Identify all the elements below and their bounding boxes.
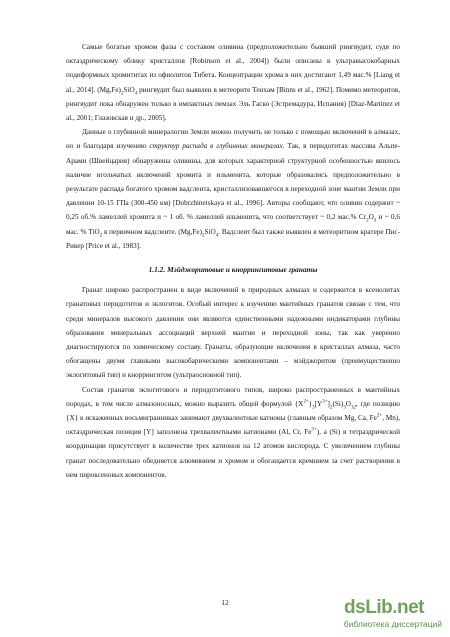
text-segment: } [308,399,313,408]
text-segment: , Mn), октаэдрическая позиция [Y] заполнена трехвалентными катионами (Al, Cr, Fe [66,414,400,437]
text-segment: и ~ 0,6 мас. % TiO [66,213,400,236]
document-body [66,40,400,482]
text-segment: итовые гранаты [261,265,318,275]
text-segment: Гранат широко распространен в виде включений в природных алмазах и содержится в ксенолитах гранатовых перидотитов и эклогитов. Особый интерес к изучению мантийных гранатов связан с тем, что среди минералов высокого давления они являются единственными надежными индикаторами глубины образования минеральных ассоциаций верхней мантии и переходной зоны, так как уверенно диагностируются по химическому составу. Гранаты, образующие включения в кристаллах алмаза, часто обогащены двумя главными высокобарическими компонентами – мэйджоритом (преимущественно эклогитовый тип) и кноррингитом (ультраосновной тип). [66,286,400,380]
watermark-logo-tld: net [397,597,424,618]
text-segment: . Так, в перидотитах массива Альпе-Арами (Швейцария) обнаружены оливины, для которых характерной структурной особенностью явилось наличие игольчатых включений хромита и ильменита, которые образовались предположительно в результате распада богатого хромом вадслеита, кристаллизовавшегося в переходной зоне мантии Земли при давлении 10-15 ГПа (300-450 км) [Dobrzhinetskaya et al., 1996]. Авторы сообщают, что оливин содержит ~ 0,25 об.% ламеллей хромита и ~ 1 об. % ламеллей ильменита, что соответствует ~ 0,2 мас.% Cr [66,142,400,222]
paragraph [66,125,400,253]
text-segment: 1.1.2. Мэйджоритовые и кнорринг [148,265,262,275]
subscript-text: 2 [202,233,205,239]
text-segment: рингвудит был выявлен в метеорите Тенхам [Binns et al., 1962]. Помимо метеоритов, рингвудит пока обнаружен только в импактных пемзах Эль Гаско (Эстремадура, Испания) [Diaz-Martinez et al., 2001; Глазовская и др., 2005]. [66,85,401,123]
subscript-text: 12 [350,405,356,411]
subscript-text: 2 [120,91,124,97]
text-segment: , где позицию {X} в искаженных восьмигранниках занимают двухвалентные катионы (главным образом Mg, Ca, Fe [66,399,401,423]
text-segment: . Вадслеит был также выявлен в метеоритном кратере Пис-Ривер [Price et al., 1983]. [66,227,400,250]
watermark-logo-dot: . [392,597,397,618]
text-segment: Состав гранатов эклогитового и перидотитового типов, широко распространенных в мантийных породах, в том числе алмазоносных, можно выразить общей формулой {X [66,385,400,408]
text-segment: O [345,399,351,408]
text-segment: ), а (Si) в тетраэдрической координации присутствует в количестве трех катионов на 12 атомов кислорода. С увеличением глубины гранат последовательно обедняется алюминием и хромом и обогащается кремнием за счет растворения в нем пироксеновых компонентов. [66,428,400,479]
text-segment: SiO [123,85,135,94]
superscript-text: 3+ [311,427,317,433]
text-segment: Самые богатые хромом фазы с составом оливина (предположительно бывший рингвудит, судя по октаэдрическому облику кристаллов [Robinson et al., 2004]) были описаны в ультравысокобарных подиформных хромититах из офиолитов Тибета. Концентрации хрома в них достигают 1,49 мас.% [Liang et al., 2014]. (Mg,Fe) [66,43,400,94]
text-segment: SiO [204,227,216,236]
section-heading [66,263,400,277]
watermark-logo [344,597,424,619]
subscript-text: 3 [312,405,315,411]
superscript-text: 2+ [376,413,383,419]
watermark-logo-main: dsLib [344,597,393,618]
paragraph [66,40,400,125]
emphasis-text: структур распада в глубинных минералах [149,142,283,151]
subscript-text: 4 [215,233,219,239]
text-segment: [Y [314,399,323,408]
subscript-text: 2 [329,405,333,411]
subscript-text: 2 [99,233,103,239]
paragraph [66,383,400,482]
page-number: 12 [221,598,229,607]
text-segment: (Si) [332,399,344,408]
subscript-text: 4 [134,91,138,97]
subscript-text: 2 [366,218,369,224]
text-segment: O [368,213,374,222]
watermark-subtitle: библиотека диссертаций [343,619,442,629]
dslib-watermark[interactable] [312,597,442,631]
text-segment: ] [327,399,330,408]
subscript-text: 3 [373,218,377,224]
text-segment: Данные о глубинной минералогии Земли можно получить не только с помощью включений в алмазах, но и благодаря изучению [66,128,400,151]
superscript-text: 3+ [322,399,328,405]
text-segment: в первичном вадслеите. (Mg,Fe) [102,227,203,236]
superscript-text: 2+ [303,399,309,405]
subscript-text: 3 [343,405,346,411]
paragraph [66,283,400,382]
